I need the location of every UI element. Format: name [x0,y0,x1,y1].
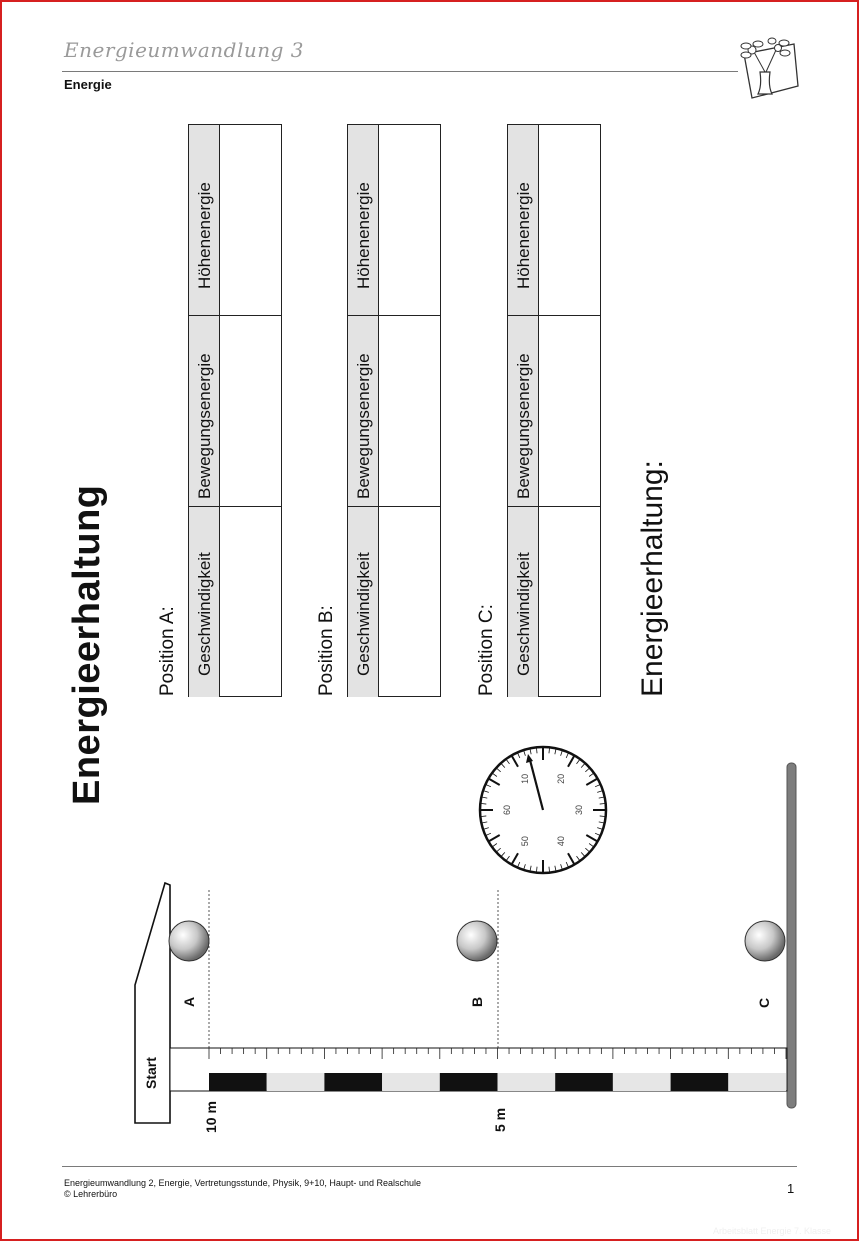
ball-a-label: A [181,996,197,1007]
watermark: Arbeitsblatt Energie 7. Klasse [713,1226,832,1236]
height-5m-label: 5 m [492,1107,508,1132]
ball-a [169,921,209,961]
footer-text [64,1178,421,1200]
ruler-block [671,1073,729,1091]
ruler-block [267,1073,325,1091]
column-header: Höhenenergie [514,182,533,289]
stopwatch-number: 40 [556,836,566,847]
stopwatch-tick [481,816,486,817]
ruler-block [498,1073,556,1091]
stopwatch-tick [481,804,486,805]
position-c-label: Position C: [476,604,497,696]
stopwatch-tick [537,748,538,753]
column-header: Bewegungsenergie [354,353,373,499]
ruler-block [728,1073,786,1091]
height-10m-label: 10 m [203,1101,219,1133]
position-a-label: Position A: [157,606,178,696]
ruler-block [382,1073,440,1091]
ruler-block [440,1073,498,1091]
stopwatch-number: 10 [520,773,530,784]
column-header: Bewegungsenergie [514,353,533,499]
ground-bar [787,763,796,1108]
column-header: Höhenenergie [195,182,214,289]
stopwatch-tick [549,867,550,872]
stopwatch-tick [549,748,550,753]
stopwatch-number: 30 [574,804,584,816]
ruler-block [613,1073,671,1091]
stopwatch-number: 50 [520,836,530,847]
energy-conservation-label: Energieerhaltung: [636,460,669,697]
column-header: Höhenenergie [354,182,373,289]
subject-label: Energie [64,77,112,92]
column-header: Geschwindigkeit [514,552,533,676]
ruler-block [209,1073,267,1091]
ruler-block [555,1073,613,1091]
ruler-block [324,1073,382,1091]
ball-c-label: C [756,997,772,1008]
ruler-blocks [209,1073,786,1091]
footer-rule [62,1166,797,1167]
footer-copyright: © Lehrerbüro [64,1189,118,1199]
series-title: Energieumwandlung 3 [64,38,305,62]
worksheet-title: Energieerhaltung [66,484,108,805]
stopwatch-icon [477,744,609,876]
ball-b [457,921,497,961]
page-number: 1 [787,1181,795,1196]
stopwatch-tick [600,804,605,805]
stopwatch-tick [537,867,538,872]
stopwatch-tick [600,816,605,817]
ball-c [745,921,785,961]
stopwatch-number: 20 [556,773,566,784]
position-b-label: Position B: [316,605,337,696]
column-header: Geschwindigkeit [354,552,373,676]
column-header: Geschwindigkeit [195,552,214,676]
column-header: Bewegungsenergie [195,353,214,499]
footer-line-1: Energieumwandlung 2, Energie, Vertretungsstunde, Physik, 9+10, Haupt- und Realschule [64,1178,421,1188]
start-label: Start [143,1057,159,1089]
stopwatch-number: 60 [502,804,512,816]
ball-b-label: B [469,996,485,1007]
